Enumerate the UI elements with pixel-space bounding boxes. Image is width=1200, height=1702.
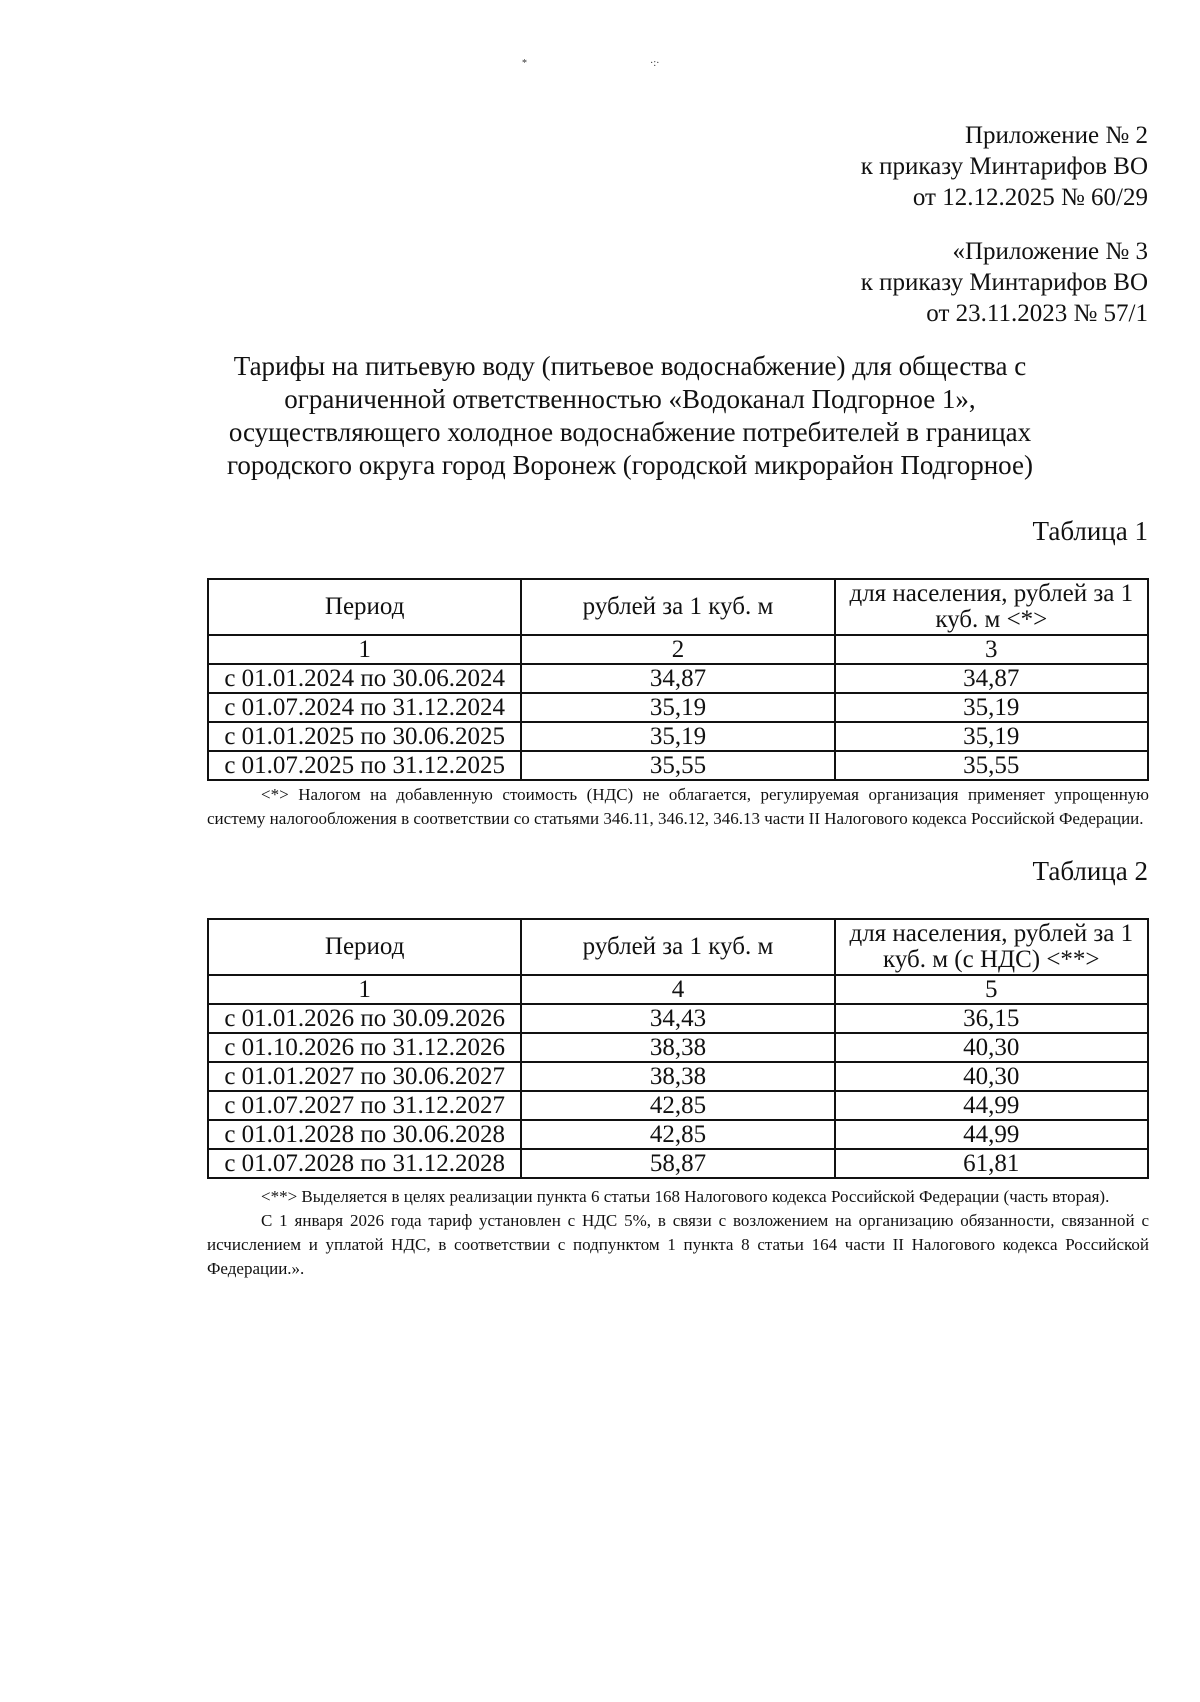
table-cell: 38,38 xyxy=(521,1033,834,1062)
table-cell: 35,55 xyxy=(835,751,1148,780)
table-cell: 36,15 xyxy=(835,1004,1148,1033)
table-cell: с 01.01.2026 по 30.09.2026 xyxy=(208,1004,521,1033)
table-cell: с 01.01.2027 по 30.06.2027 xyxy=(208,1062,521,1091)
table-cell: с 01.07.2024 по 31.12.2024 xyxy=(208,693,521,722)
scan-mark-right: ·:· xyxy=(650,58,660,69)
table1 xyxy=(207,578,1149,781)
table-cell: 38,38 xyxy=(521,1062,834,1091)
table-row xyxy=(208,1091,1148,1120)
table-cell: 44,99 xyxy=(835,1120,1148,1149)
table-row xyxy=(208,1062,1148,1091)
appendix-amended-line2: к приказу Минтарифов ВО xyxy=(860,269,1148,296)
table2-header-row xyxy=(208,919,1148,975)
table-cell: 40,30 xyxy=(835,1033,1148,1062)
table-cell: 58,87 xyxy=(521,1149,834,1178)
table-cell: с 01.07.2028 по 31.12.2028 xyxy=(208,1149,521,1178)
table-cell: 42,85 xyxy=(521,1091,834,1120)
table-cell: с 01.07.2025 по 31.12.2025 xyxy=(208,751,521,780)
table2-notes-block xyxy=(207,1185,1149,1281)
table-cell: с 01.01.2028 по 30.06.2028 xyxy=(208,1120,521,1149)
table2-number-row xyxy=(208,975,1148,1004)
table-cell: с 01.01.2024 по 30.06.2024 xyxy=(208,664,521,693)
table2-header-rate: рублей за 1 куб. м xyxy=(521,919,834,975)
table-cell: 44,99 xyxy=(835,1091,1148,1120)
table-cell: 1 xyxy=(208,635,521,664)
table-cell: 35,19 xyxy=(521,693,834,722)
title-line2: ограниченной ответственностью «Водоканал Подгорное 1», xyxy=(284,384,976,414)
document-title xyxy=(210,350,1050,482)
table2-header-population-rate: для населения, рублей за 1 куб. м (с НДС) <**> xyxy=(835,919,1148,975)
table-cell: 40,30 xyxy=(835,1062,1148,1091)
table1-footnote: <*> Налогом на добавленную стоимость (НДС) не облагается, регулируемая организация применяет упрощенную систему налогообложения в соответствии со статьями 346.11, 346.12, 346.13 части II Налогового кодекса Российской Федерации. xyxy=(207,785,1149,828)
table1-header-rate: рублей за 1 куб. м xyxy=(521,579,834,635)
table1-caption: Таблица 1 xyxy=(1032,516,1148,546)
appendix-current-line1: Приложение № 2 xyxy=(964,122,1148,149)
table1-header-row xyxy=(208,579,1148,635)
table-cell: с 01.01.2025 по 30.06.2025 xyxy=(208,722,521,751)
table-cell: 5 xyxy=(835,975,1148,1004)
table-row xyxy=(208,1033,1148,1062)
table1-number-row xyxy=(208,635,1148,664)
table-cell: 42,85 xyxy=(521,1120,834,1149)
table-cell: 61,81 xyxy=(835,1149,1148,1178)
table1-footnote-block xyxy=(207,783,1149,831)
table-cell: 34,87 xyxy=(521,664,834,693)
table-cell: 35,19 xyxy=(521,722,834,751)
table-row xyxy=(208,1149,1148,1178)
table-cell: 4 xyxy=(521,975,834,1004)
table-cell: 3 xyxy=(835,635,1148,664)
table-row xyxy=(208,751,1148,780)
table-cell: 35,55 xyxy=(521,751,834,780)
table-cell: с 01.10.2026 по 31.12.2026 xyxy=(208,1033,521,1062)
appendix-amended-line3: от 23.11.2023 № 57/1 xyxy=(926,300,1148,327)
table1-header-population-rate: для населения, рублей за 1 куб. м <*> xyxy=(835,579,1148,635)
title-line4: городского округа город Воронеж (городской микрорайон Подгорное) xyxy=(227,450,1033,480)
table-row xyxy=(208,693,1148,722)
table2-caption: Таблица 2 xyxy=(1032,856,1148,886)
title-line1: Тарифы на питьевую воду (питьевое водоснабжение) для общества с xyxy=(233,351,1027,381)
appendix-current-line2: к приказу Минтарифов ВО xyxy=(860,153,1148,180)
table-cell: 35,19 xyxy=(835,722,1148,751)
table-cell: 35,19 xyxy=(835,693,1148,722)
table2-footnote: <**> Выделяется в целях реализации пункта 6 статьи 168 Налогового кодекса Российской Федерации (часть вторая). xyxy=(261,1187,1110,1206)
table-row xyxy=(208,664,1148,693)
appendix-amended-block xyxy=(861,236,1148,329)
table2-vat-note: С 1 января 2026 года тариф установлен с НДС 5%, в связи с возложением на организацию обязанности, связанной с исчислением и уплатой НДС, в соответствии с подпунктом 1 пункта 8 статьи 164 части II Налогового кодекса Российской Федерации.». xyxy=(207,1211,1149,1278)
table1-header-period: Период xyxy=(208,579,521,635)
table2-header-period: Период xyxy=(208,919,521,975)
appendix-amended-line1: «Приложение № 3 xyxy=(952,238,1148,265)
appendix-current-block xyxy=(861,120,1148,213)
table2 xyxy=(207,918,1149,1179)
scan-mark-left: * xyxy=(522,58,527,69)
table-row xyxy=(208,722,1148,751)
table-cell: 1 xyxy=(208,975,521,1004)
title-line3: осуществляющего холодное водоснабжение потребителей в границах xyxy=(228,417,1032,447)
table-cell: 34,43 xyxy=(521,1004,834,1033)
table-row xyxy=(208,1004,1148,1033)
table-row xyxy=(208,1120,1148,1149)
table-cell: 2 xyxy=(521,635,834,664)
table-cell: 34,87 xyxy=(835,664,1148,693)
table-cell: с 01.07.2027 по 31.12.2027 xyxy=(208,1091,521,1120)
appendix-current-line3: от 12.12.2025 № 60/29 xyxy=(912,184,1148,211)
